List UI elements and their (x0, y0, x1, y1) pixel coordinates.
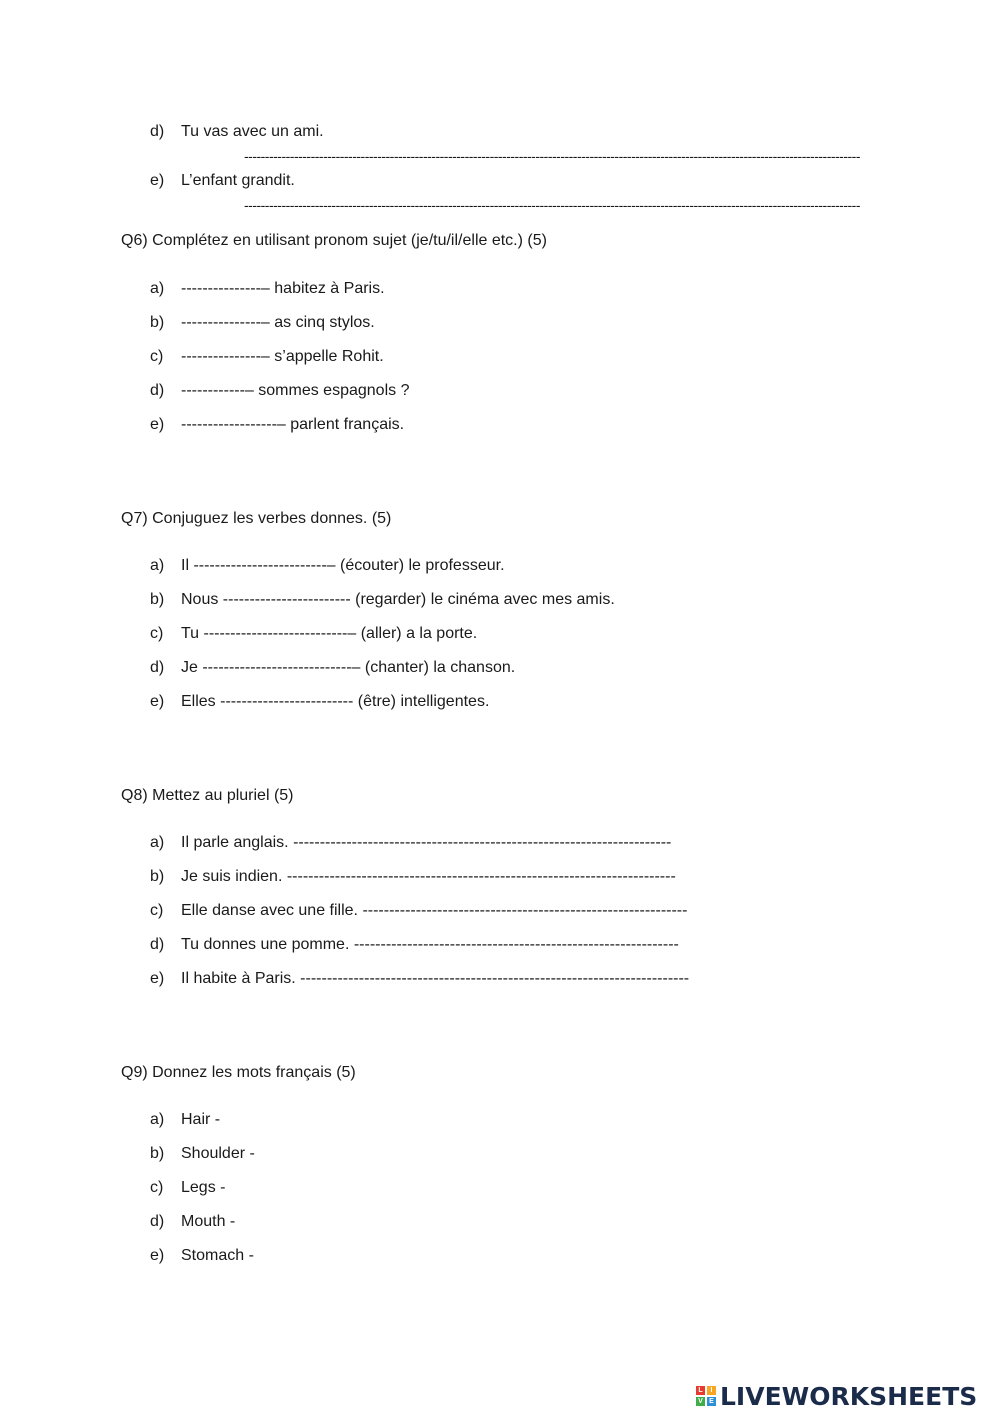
item-letter: e) (150, 172, 165, 189)
item-letter: a) (150, 834, 165, 851)
item-letter: d) (150, 123, 165, 140)
list-item[interactable] (150, 969, 689, 989)
list-item[interactable] (150, 624, 477, 644)
list-item[interactable] (150, 415, 404, 435)
question-title-q9: Q9) Donnez les mots français (5) (121, 1064, 356, 1081)
list-item (150, 171, 295, 191)
logo-text: LIVEWORKSHEETS (720, 1381, 978, 1411)
item-text: Elles ------------------------- (être) intelligentes. (181, 693, 490, 710)
list-item[interactable] (150, 867, 676, 887)
item-text: ------------– sommes espagnols ? (181, 382, 410, 399)
item-letter: d) (150, 659, 165, 676)
item-text: Je suis indien. ------------------------------------------------------------------------- (181, 868, 676, 885)
answer-line[interactable]: ---------------------------------------------------------------------------------------------------------------------------------------------------- (244, 148, 860, 164)
item-letter: a) (150, 1111, 165, 1128)
logo-tile: L (696, 1386, 705, 1395)
item-letter: e) (150, 970, 165, 987)
list-item[interactable] (150, 381, 409, 401)
logo-tile: I (707, 1386, 716, 1395)
item-text: Elle danse avec une fille. ------------------------------------------------------------- (181, 902, 688, 919)
item-text: Shoulder - (181, 1145, 255, 1162)
logo-tile: V (696, 1397, 705, 1406)
question-title-q6: Q6) Complétez en utilisant pronom sujet (je/tu/il/elle etc.) (5) (121, 232, 547, 249)
item-letter: e) (150, 693, 165, 710)
list-item[interactable] (150, 1144, 255, 1164)
item-letter: c) (150, 1179, 164, 1196)
item-text: Tu vas avec un ami. (181, 123, 324, 140)
list-item[interactable] (150, 279, 385, 299)
list-item (150, 122, 324, 142)
item-text: Je ----------------------------– (chanter) la chanson. (181, 659, 516, 676)
item-text: Il habite à Paris. ------------------------------------------------------------------------- (181, 970, 690, 987)
item-text: L’enfant grandit. (181, 172, 295, 189)
item-letter: b) (150, 868, 165, 885)
list-item[interactable] (150, 658, 515, 678)
item-text: Legs - (181, 1179, 226, 1196)
item-letter: e) (150, 416, 165, 433)
item-text: Nous ------------------------ (regarder) le cinéma avec mes amis. (181, 591, 615, 608)
list-item[interactable] (150, 1178, 225, 1198)
list-item[interactable] (150, 556, 505, 576)
item-text: ---------------– as cinq stylos. (181, 314, 375, 331)
item-text: Il -------------------------– (écouter) le professeur. (181, 557, 505, 574)
item-letter: b) (150, 1145, 165, 1162)
item-text: Tu donnes une pomme. ------------------------------------------------------------- (181, 936, 679, 953)
item-letter: d) (150, 1213, 165, 1230)
item-letter: c) (150, 625, 164, 642)
question-title-q7: Q7) Conjuguez les verbes donnes. (5) (121, 510, 392, 527)
list-item[interactable] (150, 833, 671, 853)
list-item[interactable] (150, 347, 384, 367)
item-letter: e) (150, 1247, 165, 1264)
list-item[interactable] (150, 1212, 235, 1232)
list-item[interactable] (150, 1246, 254, 1266)
question-title-q8: Q8) Mettez au pluriel (5) (121, 787, 294, 804)
item-text: ---------------– habitez à Paris. (181, 280, 385, 297)
list-item[interactable] (150, 1110, 220, 1130)
item-letter: b) (150, 314, 165, 331)
liveworksheets-logo[interactable] (696, 1379, 977, 1413)
item-text: Mouth - (181, 1213, 236, 1230)
answer-line[interactable]: ---------------------------------------------------------------------------------------------------------------------------------------------------- (244, 197, 860, 213)
item-text: Stomach - (181, 1247, 254, 1264)
item-letter: c) (150, 902, 164, 919)
list-item[interactable] (150, 692, 489, 712)
item-text: ------------------– parlent français. (181, 416, 405, 433)
item-letter: d) (150, 382, 165, 399)
list-item[interactable] (150, 901, 687, 921)
list-item[interactable] (150, 313, 375, 333)
item-text: ---------------– s’appelle Rohit. (181, 348, 384, 365)
item-letter: d) (150, 936, 165, 953)
list-item[interactable] (150, 935, 679, 955)
item-text: Tu ---------------------------– (aller) a la porte. (181, 625, 478, 642)
item-letter: c) (150, 348, 164, 365)
item-text: Hair - (181, 1111, 221, 1128)
item-letter: b) (150, 591, 165, 608)
logo-tile: E (707, 1397, 716, 1406)
list-item[interactable] (150, 590, 615, 610)
item-letter: a) (150, 280, 165, 297)
item-letter: a) (150, 557, 165, 574)
logo-grid-icon (696, 1386, 716, 1406)
item-text: Il parle anglais. ----------------------------------------------------------------------- (181, 834, 672, 851)
